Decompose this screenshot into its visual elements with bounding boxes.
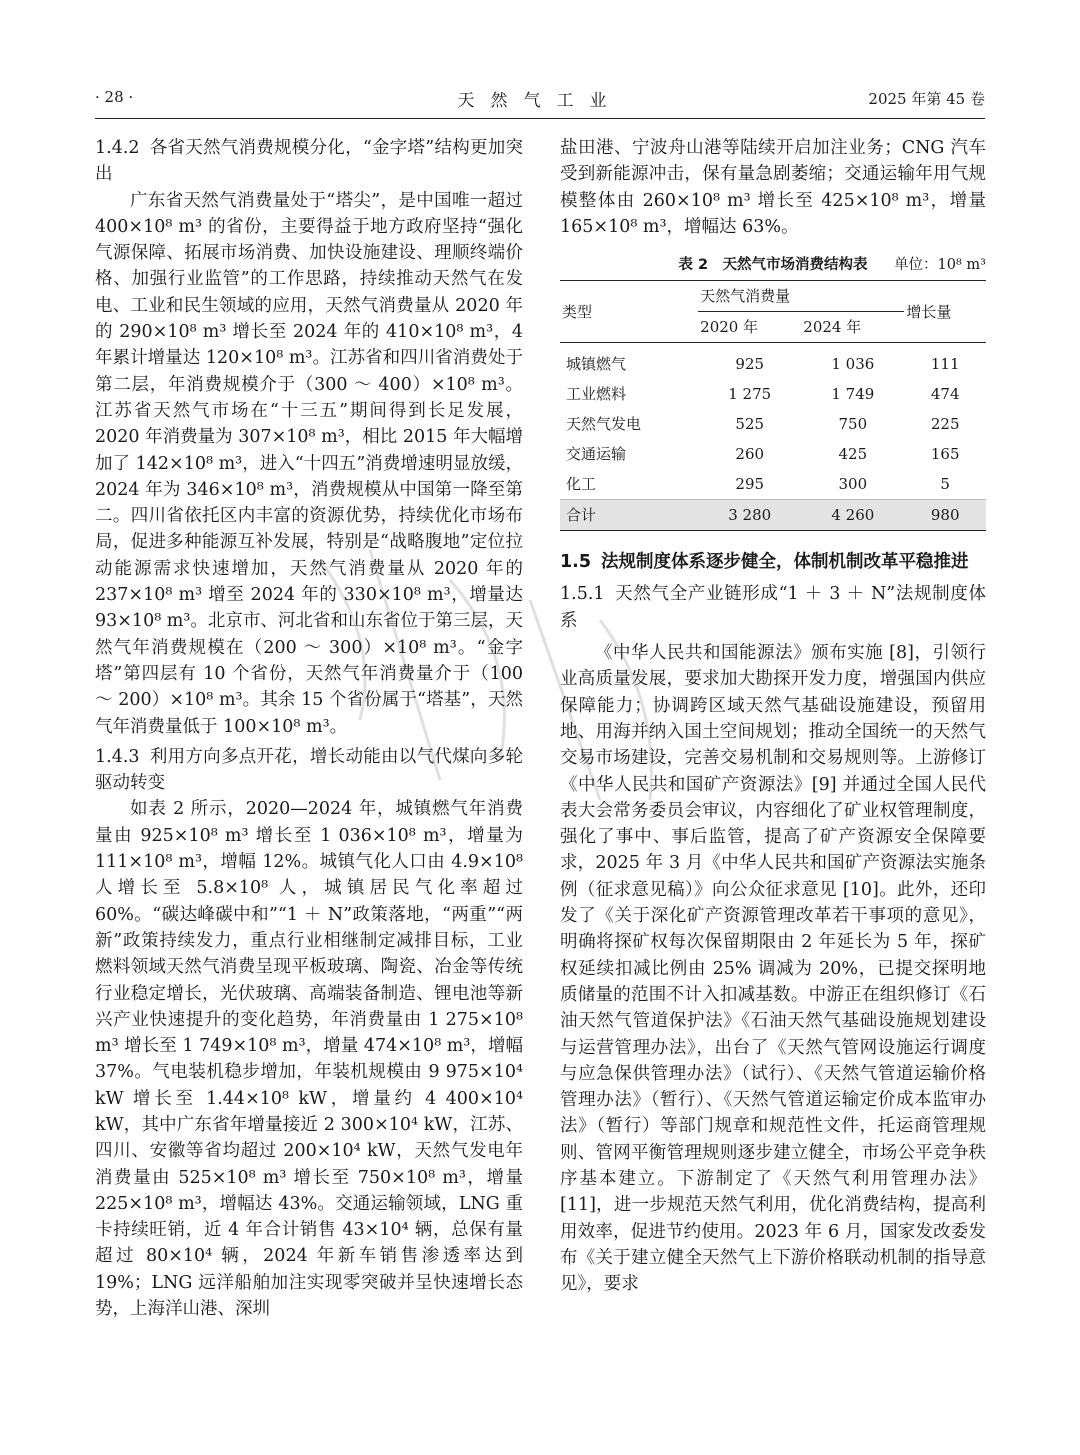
section-title: 各省天然气消费规模分化，“金字塔”结构更加突出 — [95, 138, 523, 185]
cell-2024: 750 — [838, 415, 868, 434]
section-title: 利用方向多点开花，增长动能由以气代煤向多轮驱动转变 — [95, 746, 523, 794]
right-column — [560, 135, 986, 1320]
section-title: 天然气全产业链形成“1 ＋ 3 ＋ N”法规制度体系 — [560, 584, 986, 631]
section-heading-1-4-3 — [95, 744, 523, 797]
cell-2020: 925 — [735, 355, 765, 374]
cell-increase: 111 — [930, 355, 960, 374]
paragraph: 盐田港、宁波舟山港等陆续开启加注业务；CNG 汽车受到新能源冲击，保有量急剧萎缩；交通运输年用气规模整体由 260×10⁸ m³ 增长至 425×10⁸ m³，增量 165×10⁸ m³，增幅达 63%。 — [560, 138, 986, 237]
cell-type: 化工 — [566, 475, 597, 494]
section-number: 1.4.3 — [95, 746, 140, 767]
cell-2024: 4 260 — [801, 500, 904, 531]
cell-type: 交通运输 — [566, 445, 627, 464]
section-number: 1.5.1 — [560, 584, 605, 605]
cell-type: 合计 — [560, 500, 698, 531]
section-number: 1.5 — [560, 552, 592, 573]
cell-2020: 3 280 — [698, 500, 801, 531]
running-header — [95, 84, 985, 112]
paragraph: 广东省天然气消费量处于“塔尖”，是中国唯一超过 400×10⁸ m³ 的省份，主要得益于地方政府坚持“强化气源保障、拓展市场消费、加快设施建设、理顺终端价格、加强行业监管”的工作思路，持续推动天然气在发电、工业和民生领域的应用，天然气消费量从 2020 年的 290×10⁸ m³ 增长至 2024 年的 410×10⁸ m³，4 年累计增量达 120×10⁸ m³。江苏省和四川省消费处于第二层，年消费规模介于（300 ～ 400）×10⁸ m³。江苏省天然气市场在“十三五”期间得到长足发展，2020 年消费量为 307×10⁸ m³，相比 2015 年大幅增加了 142×10⁸ m³，进入“十四五”消费增速明显放缓，2024 年为 346×10⁸ m³，消费规模从中国第一降至第二。四川省依托区内丰富的资源优势，持续优化市场布局，促进多种能源互补发展，特别是“战略腹地”定位拉动能源需求快速增加，天然气消费量从 2020 年的 237×10⁸ m³ 增至 2024 年的 330×10⁸ m³，增量达 93×10⁸ m³。北京市、河北省和山东省位于第三层，天然气年消费规模在（200 ～ 300）×10⁸ m³。“金字塔”第四层有 10 个省份，天然气年消费量介于（100 ～ 200）×10⁸ m³。其余 15 个省份属于“塔基”，天然气年消费量低于 100×10⁸ m³。 — [95, 190, 523, 737]
cell-2024: 1 749 — [831, 385, 875, 404]
journal-title: 天然气工业 — [457, 91, 623, 111]
header-rule — [95, 118, 985, 119]
header-consumption: 天然气消费量 — [698, 281, 904, 312]
table-row — [560, 469, 986, 500]
cell-increase: 225 — [930, 415, 960, 434]
cell-type: 天然气发电 — [566, 415, 642, 434]
table-unit: 单位：10⁸ m³ — [894, 257, 986, 274]
page-number: · 28 · — [95, 88, 134, 106]
table-row — [560, 439, 986, 469]
left-column — [95, 135, 523, 1320]
cell-2024: 300 — [838, 475, 868, 494]
cell-2020: 295 — [735, 475, 765, 494]
header-type: 类型 — [560, 281, 698, 343]
cell-2020: 1 275 — [728, 385, 772, 404]
cell-type: 工业燃料 — [566, 385, 627, 404]
cell-2024: 1 036 — [831, 355, 875, 374]
table-caption-row — [560, 252, 986, 274]
cell-type: 城镇燃气 — [566, 355, 627, 374]
paragraph: 如表 2 所示，2020—2024 年，城镇燃气年消费量由 925×10⁸ m³ 增长至 1 036×10⁸ m³，增量为 111×10⁸ m³，增幅 12%。城镇气化人口由 4.9×10⁸ 人增长至 5.8×10⁸ 人，城镇居民气化率超过 60%。“碳达峰碳中和”“1 ＋ N”政策落地，“两重”“两新”政策持续发力，重点行业相继制定减排目标，工业燃料领域天然气消费呈现平板玻璃、陶瓷、冶金等传统行业稳定增长，光伏玻璃、高端装备制造、锂电池等新兴产业快速提升的变化趋势，年消费量由 1 275×10⁸ m³ 增长至 1 749×10⁸ m³，增量 474×10⁸ m³，增幅 37%。气电装机稳步增加，年装机规模由 9 975×10⁴ kW 增长至 1.44×10⁸ kW，增量约 4 400×10⁴ kW，其中广东省年增量接近 2 300×10⁴ kW，江苏、四川、安徽等省均超过 200×10⁴ kW，天然气发电年消费量由 525×10⁸ m³ 增长至 750×10⁸ m³，增量 225×10⁸ m³，增幅达 43%。交通运输领域，LNG 重卡持续旺销，近 4 年合计销售 43×10⁴ 辆，总保有量超过 80×10⁴ 辆，2024 年新车销售渗透率达到 19%；LNG 远洋船舶加注实现零突破并呈快速增长态势，上海洋山港、深圳 — [95, 799, 523, 1320]
header-2024: 2024 年 — [801, 312, 904, 343]
table-row — [560, 343, 986, 380]
table-row — [560, 409, 986, 439]
cell-2024: 425 — [838, 445, 868, 464]
cell-2020: 260 — [735, 445, 765, 464]
cell-increase: 5 — [940, 475, 950, 494]
header-2020: 2020 年 — [698, 312, 801, 343]
paragraph: 《中华人民共和国能源法》颁布实施 [8]，引领行业高质量发展，要求加大勘探开发力度，增强国内供应保障能力；协调跨区域天然气基础设施建设，预留用地、用海并纳入国土空间规划；推动全国统一的天然气交易市场建设，完善交易机制和交易规则等。上游修订《中华人民共和国矿产资源法》[9] 并通过全国人民代表大会常务委员会审议，内容细化了矿业权管理制度，强化了事中、事后监管，提高了矿产资源安全保障要求，2025 年 3 月《中华人民共和国矿产资源法实施条例（征求意见稿）》向公众征求意见 [10]。此外，还印发了《关于深化矿产资源管理改革若干事项的意见》，明确将探矿权每次保留期限由 2 年延长为 5 年，探矿权延续扣减比例由 25% 调减为 20%，已提交探明地质储量的范围不计入扣减基数。中游正在组织修订《石油天然气管道保护法》《石油天然气基础设施规划建设与运营管理办法》，出台了《天然气管网设施运行调度与应急保供管理办法》（试行）、《天然气管道运输价格管理办法》（暂行）、《天然气管道运输定价成本监审办法》（暂行）等部门规章和规范性文件，托运商管理规则、管网平衡管理规则逐步建立健全，市场公平竞争秩序基本建立。下游制定了《天然气利用管理办法》[11]，进一步规范天然气利用，优化消费结构，提高利用效率，促进节约使用。2023 年 6 月，国家发改委发布《关于建立健全天然气上下游价格联动机制的指导意见》，要求 — [560, 643, 986, 1295]
section-heading-1-5 — [560, 549, 986, 575]
section-number: 1.4.2 — [95, 138, 140, 158]
cell-increase: 474 — [930, 385, 960, 404]
volume-info: 2025 年第 45 卷 — [868, 90, 985, 108]
section-title: 法规制度体系逐步健全，体制机制改革平稳推进 — [601, 552, 969, 573]
consumption-table — [560, 280, 986, 531]
table-header-row — [560, 281, 986, 312]
section-heading-1-4-2 — [95, 135, 523, 188]
section-heading-1-5-1 — [560, 581, 986, 634]
table-total-row — [560, 500, 986, 531]
table-row — [560, 379, 986, 409]
cell-increase: 980 — [904, 500, 986, 531]
table-caption: 表 2 天然气市场消费结构表 — [678, 257, 868, 274]
header-increase: 增长量 — [904, 281, 986, 343]
cell-increase: 165 — [930, 445, 960, 464]
cell-2020: 525 — [735, 415, 765, 434]
